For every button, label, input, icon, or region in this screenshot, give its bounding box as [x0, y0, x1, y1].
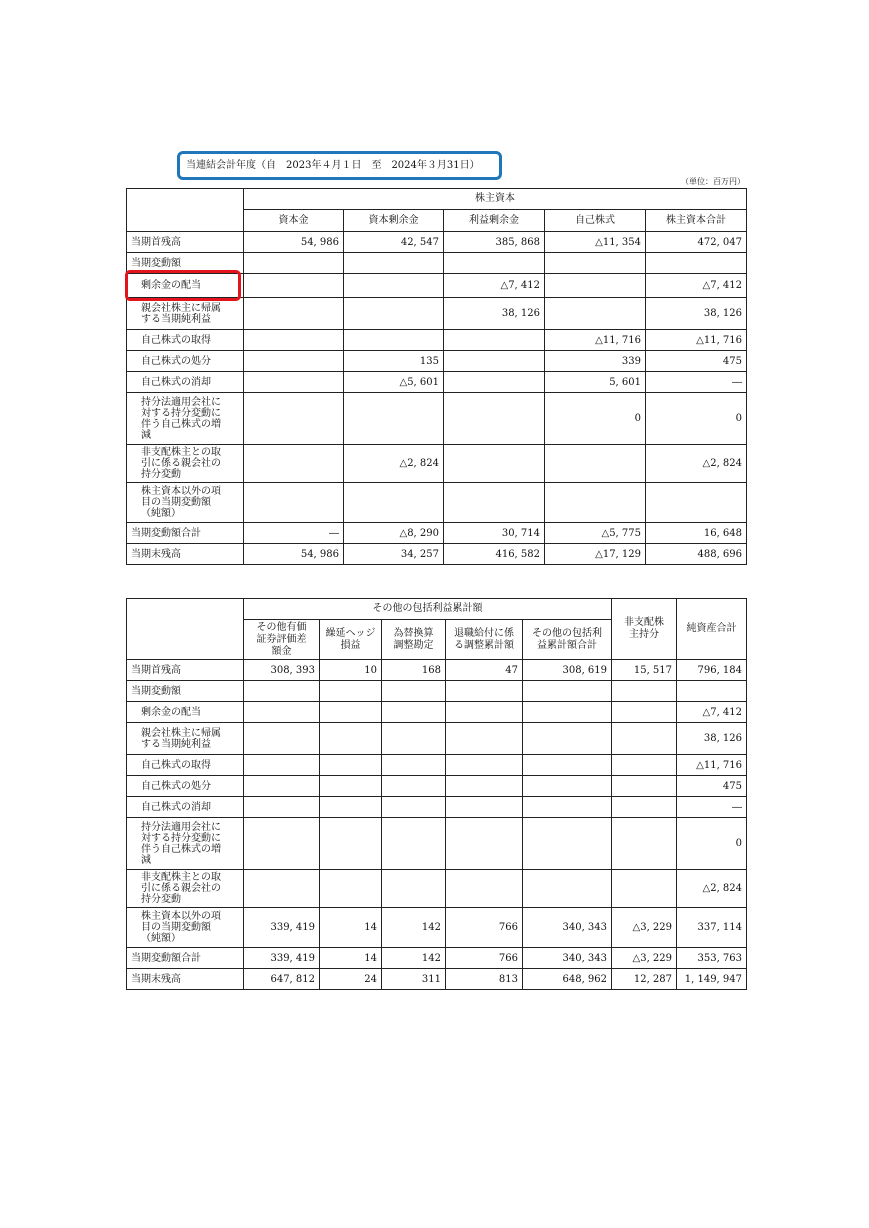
table-row: [127, 908, 747, 948]
table-row: [127, 274, 747, 298]
table-row: [127, 755, 747, 776]
value-cell: 353, 763: [677, 948, 747, 969]
value-cell: 0: [646, 393, 747, 445]
table-row: [127, 393, 747, 445]
value-cell: 10: [320, 660, 382, 681]
value-cell: 12, 287: [612, 969, 677, 990]
value-cell: 34, 257: [344, 544, 444, 565]
value-cell: [344, 483, 444, 523]
row-label: 当期末残高: [127, 544, 244, 565]
value-cell: 416, 582: [444, 544, 545, 565]
value-cell: [244, 330, 344, 351]
value-cell: 647, 812: [244, 969, 320, 990]
table-row: [127, 969, 747, 990]
unit-note: （単位：百万円）: [681, 177, 745, 186]
value-cell: [344, 298, 444, 330]
row-label: 当期末残高: [127, 969, 244, 990]
value-cell: [444, 483, 545, 523]
column-header: 利益剰余金: [444, 210, 545, 232]
value-cell: [612, 702, 677, 723]
value-cell: [320, 755, 382, 776]
row-label: 剰余金の配当: [127, 702, 244, 723]
value-cell: 16, 648: [646, 523, 747, 544]
value-cell: [523, 723, 612, 755]
value-cell: △11, 716: [646, 330, 747, 351]
value-cell: △3, 229: [612, 948, 677, 969]
value-cell: [646, 483, 747, 523]
table-row: [127, 797, 747, 818]
value-cell: 766: [446, 908, 523, 948]
value-cell: [344, 253, 444, 274]
row-label: 自己株式の消却: [127, 797, 244, 818]
column-header: 退職給付に係 る調整累計額: [446, 620, 523, 660]
value-cell: [446, 870, 523, 908]
table-row: [127, 702, 747, 723]
table-row: [127, 372, 747, 393]
column-header: 資本剰余金: [344, 210, 444, 232]
value-cell: 14: [320, 908, 382, 948]
column-header-total: 純資産合計: [677, 599, 747, 660]
value-cell: [244, 797, 320, 818]
value-cell: [444, 445, 545, 483]
value-cell: ―: [244, 523, 344, 544]
table-row: [127, 723, 747, 755]
row-label: 非支配株主との取 引に係る親会社の 持分変動: [127, 445, 244, 483]
value-cell: [382, 797, 446, 818]
value-cell: [244, 776, 320, 797]
value-cell: 488, 696: [646, 544, 747, 565]
value-cell: 813: [446, 969, 523, 990]
row-label: 当期変動額: [127, 253, 244, 274]
value-cell: 308, 619: [523, 660, 612, 681]
table-row: [127, 253, 747, 274]
value-cell: △8, 290: [344, 523, 444, 544]
value-cell: [444, 330, 545, 351]
value-cell: △11, 354: [545, 232, 646, 253]
value-cell: [646, 253, 747, 274]
value-cell: [244, 818, 320, 870]
value-cell: [444, 393, 545, 445]
value-cell: △17, 129: [545, 544, 646, 565]
value-cell: [523, 776, 612, 797]
value-cell: [446, 776, 523, 797]
column-header: 為替換算 調整勘定: [382, 620, 446, 660]
value-cell: [382, 818, 446, 870]
value-cell: [382, 702, 446, 723]
value-cell: [344, 330, 444, 351]
value-cell: [446, 818, 523, 870]
value-cell: [612, 797, 677, 818]
value-cell: [320, 797, 382, 818]
value-cell: ―: [646, 372, 747, 393]
value-cell: 0: [677, 818, 747, 870]
row-label: 自己株式の取得: [127, 755, 244, 776]
value-cell: 339: [545, 351, 646, 372]
row-label: 持分法適用会社に 対する持分変動に 伴う自己株式の増 減: [127, 818, 244, 870]
value-cell: [612, 870, 677, 908]
table-row: [127, 870, 747, 908]
value-cell: [677, 681, 747, 702]
value-cell: [244, 681, 320, 702]
value-cell: 54, 986: [244, 232, 344, 253]
value-cell: 54, 986: [244, 544, 344, 565]
value-cell: [244, 351, 344, 372]
value-cell: [444, 351, 545, 372]
value-cell: 14: [320, 948, 382, 969]
value-cell: 339, 419: [244, 908, 320, 948]
row-label: 自己株式の処分: [127, 776, 244, 797]
value-cell: 311: [382, 969, 446, 990]
value-cell: [382, 723, 446, 755]
value-cell: [523, 818, 612, 870]
value-cell: [244, 870, 320, 908]
value-cell: [612, 723, 677, 755]
value-cell: [612, 776, 677, 797]
table-row: [127, 818, 747, 870]
value-cell: [320, 723, 382, 755]
row-label: 非支配株主との取 引に係る親会社の 持分変動: [127, 870, 244, 908]
value-cell: [612, 818, 677, 870]
table-row: [127, 232, 747, 253]
value-cell: 5, 601: [545, 372, 646, 393]
table-row: [127, 523, 747, 544]
value-cell: △7, 412: [677, 702, 747, 723]
value-cell: [244, 702, 320, 723]
value-cell: 385, 868: [444, 232, 545, 253]
value-cell: [382, 755, 446, 776]
value-cell: [523, 681, 612, 702]
value-cell: [382, 681, 446, 702]
value-cell: 308, 393: [244, 660, 320, 681]
table-row: [127, 330, 747, 351]
value-cell: [523, 870, 612, 908]
value-cell: 168: [382, 660, 446, 681]
value-cell: [244, 445, 344, 483]
table-row: [127, 483, 747, 523]
value-cell: [523, 755, 612, 776]
accumulated-oci-table: [126, 598, 747, 990]
value-cell: △3, 229: [612, 908, 677, 948]
row-label: 株主資本以外の項 目の当期変動額 （純額）: [127, 908, 244, 948]
value-cell: 648, 962: [523, 969, 612, 990]
row-label: 当期変動額合計: [127, 523, 244, 544]
value-cell: 15, 517: [612, 660, 677, 681]
value-cell: [444, 372, 545, 393]
value-cell: [320, 776, 382, 797]
value-cell: [244, 483, 344, 523]
value-cell: 38, 126: [646, 298, 747, 330]
value-cell: ―: [677, 797, 747, 818]
value-cell: △7, 412: [646, 274, 747, 298]
value-cell: 340, 343: [523, 908, 612, 948]
column-header: 株主資本合計: [646, 210, 747, 232]
value-cell: [244, 253, 344, 274]
value-cell: 142: [382, 908, 446, 948]
column-header-minority: 非支配株 主持分: [612, 599, 677, 660]
column-header: 資本金: [244, 210, 344, 232]
value-cell: 135: [344, 351, 444, 372]
row-label: 当期首残高: [127, 232, 244, 253]
table-row: [127, 660, 747, 681]
value-cell: 339, 419: [244, 948, 320, 969]
value-cell: 142: [382, 948, 446, 969]
value-cell: [545, 274, 646, 298]
value-cell: 30, 714: [444, 523, 545, 544]
table-row: [127, 776, 747, 797]
value-cell: [320, 870, 382, 908]
value-cell: 475: [677, 776, 747, 797]
value-cell: 38, 126: [444, 298, 545, 330]
column-header: その他有価 証券評価差 額金: [244, 620, 320, 660]
table-row: [127, 298, 747, 330]
value-cell: [344, 274, 444, 298]
corner-cell: [127, 599, 244, 660]
value-cell: [244, 298, 344, 330]
value-cell: 1, 149, 947: [677, 969, 747, 990]
value-cell: [320, 681, 382, 702]
value-cell: [523, 797, 612, 818]
value-cell: 337, 114: [677, 908, 747, 948]
row-label: 自己株式の消却: [127, 372, 244, 393]
value-cell: 796, 184: [677, 660, 747, 681]
value-cell: [545, 445, 646, 483]
value-cell: [545, 298, 646, 330]
value-cell: [446, 681, 523, 702]
row-label: 当期変動額: [127, 681, 244, 702]
shareholders-equity-table: [126, 188, 747, 565]
column-header: 自己株式: [545, 210, 646, 232]
value-cell: △11, 716: [545, 330, 646, 351]
value-cell: △2, 824: [646, 445, 747, 483]
period-title: 当連結会計年度（自 2023年４月１日 至 2024年３月31日）: [177, 151, 502, 180]
value-cell: [320, 702, 382, 723]
value-cell: △2, 824: [344, 445, 444, 483]
value-cell: △5, 601: [344, 372, 444, 393]
row-label: 剰余金の配当: [127, 274, 244, 298]
value-cell: [545, 253, 646, 274]
value-cell: [446, 723, 523, 755]
row-label: 親会社株主に帰属 する当期純利益: [127, 723, 244, 755]
value-cell: △5, 775: [545, 523, 646, 544]
table-row: [127, 445, 747, 483]
value-cell: [446, 755, 523, 776]
corner-cell: [127, 189, 244, 232]
table-row: [127, 544, 747, 565]
value-cell: △2, 824: [677, 870, 747, 908]
group-header: 株主資本: [244, 189, 747, 210]
table-row: [127, 351, 747, 372]
value-cell: 766: [446, 948, 523, 969]
value-cell: [612, 681, 677, 702]
value-cell: [382, 776, 446, 797]
value-cell: 340, 343: [523, 948, 612, 969]
value-cell: [446, 797, 523, 818]
value-cell: [344, 393, 444, 445]
value-cell: [382, 870, 446, 908]
value-cell: [523, 702, 612, 723]
value-cell: [320, 818, 382, 870]
value-cell: [446, 702, 523, 723]
row-label: 親会社株主に帰属 する当期純利益: [127, 298, 244, 330]
column-header: 繰延ヘッジ 損益: [320, 620, 382, 660]
value-cell: 475: [646, 351, 747, 372]
row-label: 当期首残高: [127, 660, 244, 681]
value-cell: [444, 253, 545, 274]
value-cell: 42, 547: [344, 232, 444, 253]
value-cell: [244, 393, 344, 445]
value-cell: [244, 755, 320, 776]
value-cell: [244, 723, 320, 755]
table-row: [127, 948, 747, 969]
value-cell: 24: [320, 969, 382, 990]
row-label: 持分法適用会社に 対する持分変動に 伴う自己株式の増 減: [127, 393, 244, 445]
value-cell: [244, 274, 344, 298]
table-row: [127, 681, 747, 702]
row-label: 株主資本以外の項 目の当期変動額 （純額）: [127, 483, 244, 523]
group-header: その他の包括利益累計額: [244, 599, 612, 620]
value-cell: 0: [545, 393, 646, 445]
column-header: その他の包括利 益累計額合計: [523, 620, 612, 660]
value-cell: 472, 047: [646, 232, 747, 253]
row-label: 自己株式の取得: [127, 330, 244, 351]
value-cell: △7, 412: [444, 274, 545, 298]
value-cell: [612, 755, 677, 776]
value-cell: △11, 716: [677, 755, 747, 776]
value-cell: [545, 483, 646, 523]
value-cell: 38, 126: [677, 723, 747, 755]
value-cell: [244, 372, 344, 393]
row-label: 当期変動額合計: [127, 948, 244, 969]
row-label: 自己株式の処分: [127, 351, 244, 372]
value-cell: 47: [446, 660, 523, 681]
